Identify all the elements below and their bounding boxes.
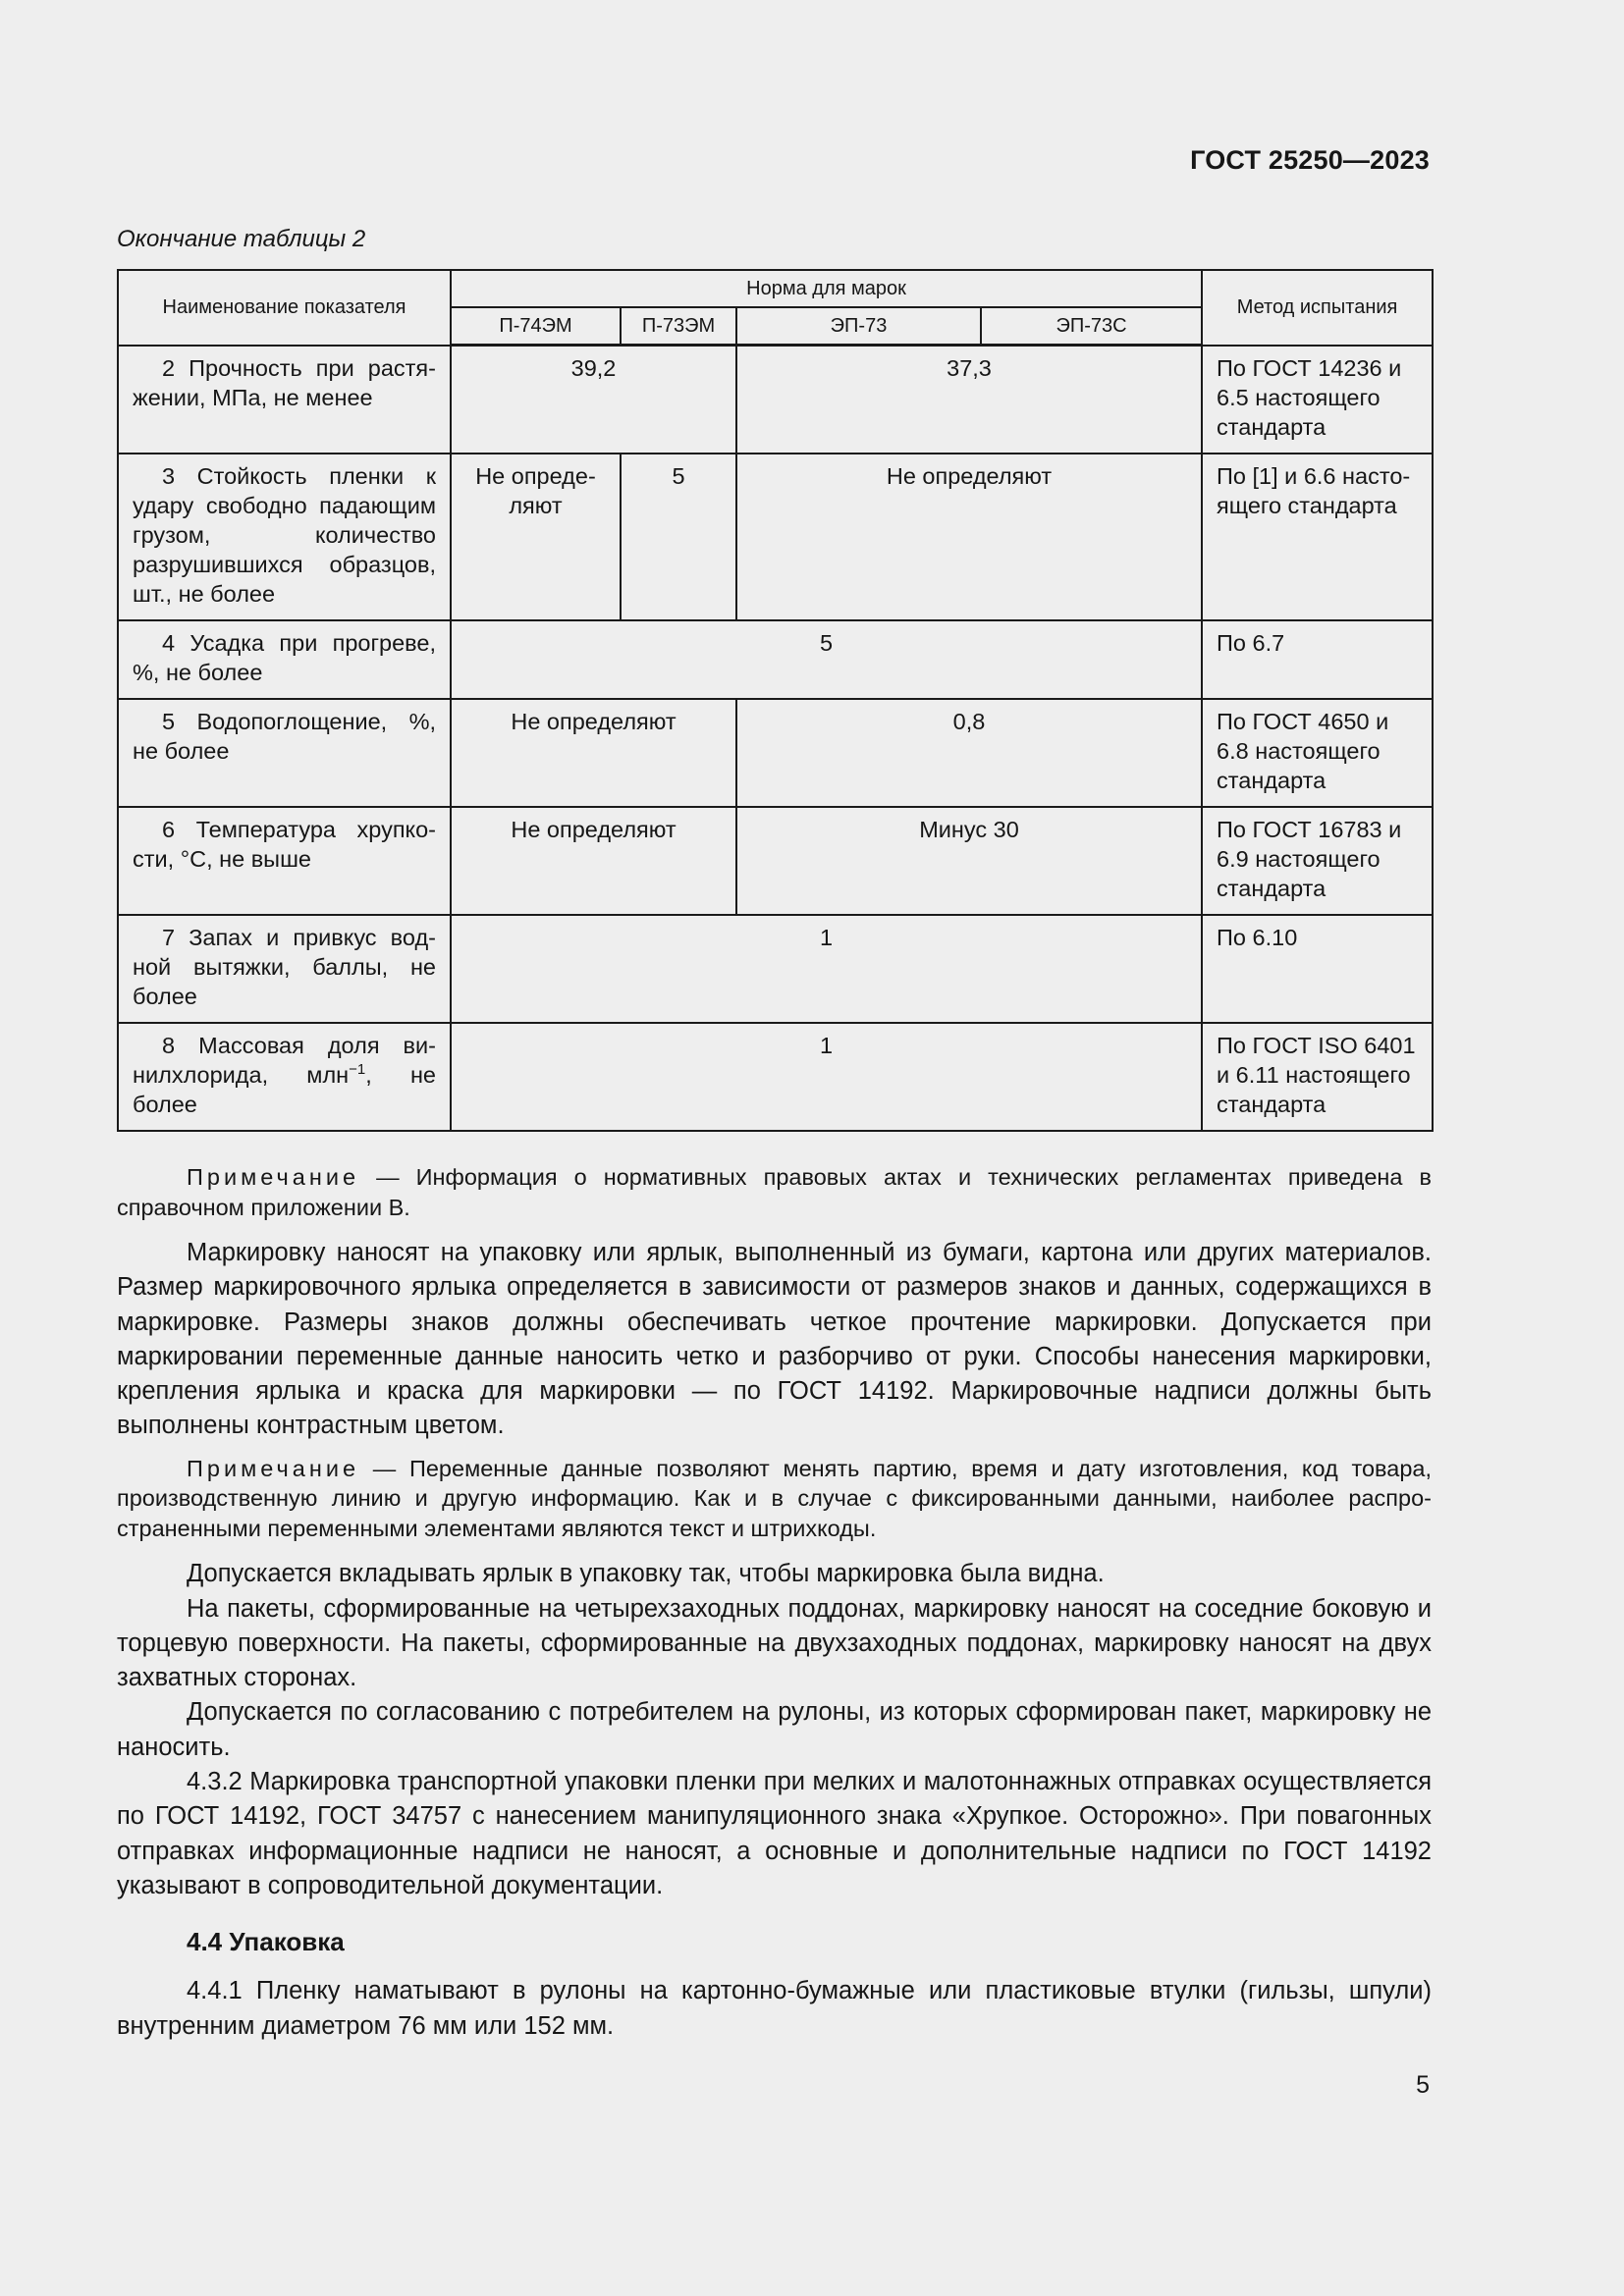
header-indicator-name: Наименование показателя	[118, 270, 451, 346]
paragraph-marking: Маркировку наносят на упаковку или ярлык, выполненный из бумаги, картона или других материалов. Размер маркировочного ярлыка определяется в зависимости от размеров знаков и данных, содержащихся в маркировке. Размеры знаков должны обеспечивать четкое прочтение маркировки. Допускается при маркировании переменные данные наносить четко и разборчиво от руки. Способы нанесения маркировки, крепления ярлыка и краска для маркировки — по ГОСТ 14192. Маркировочные надписи должны быть выполнены контрастным цветом.	[117, 1239, 1432, 1440]
row-3-name: 3 Стойкость пленки к удару свободно падающим грузом, количество разрушившихся образцов, шт., не более	[118, 454, 451, 620]
document-code: ГОСТ 25250—2023	[1190, 145, 1430, 175]
row-8-name	[118, 1023, 451, 1131]
table-caption: Окончание таблицы 2	[117, 226, 366, 252]
table-row	[118, 1023, 1433, 1131]
row-3-method: По [1] и 6.6 настоящего стандарта	[1202, 454, 1433, 620]
header-grade-ep73: ЭП-73	[736, 307, 981, 346]
row-5-value-ep-grades: 0,8	[736, 699, 1202, 807]
header-grade-ep73s: ЭП-73С	[981, 307, 1202, 346]
header-grade-p73em: П-73ЭМ	[621, 307, 736, 346]
note-2-text: — Переменные данные позволяют менять партию, время и дату изготовления, код товара, производственную линию и другую информацию. Как и в случае с фиксированными данными, наиболее распространенными переменными элементами являются текст и штрихкоды.	[117, 1455, 1432, 1541]
header-test-method: Метод испытания	[1202, 270, 1433, 346]
table-header-row	[118, 270, 1433, 307]
row-5-value-p-grades: Не определяют	[451, 699, 736, 807]
paragraph-rolls: Допускается по согласованию с потребителем на рулоны, из которых сформирован пакет, маркировку не наносить.	[117, 1698, 1432, 1761]
row-2-value-ep-grades: 37,3	[736, 346, 1202, 454]
row-3-value-p74em: Не определяют	[451, 454, 621, 620]
note-label: Примечание	[187, 1164, 360, 1190]
row-8-value-all: 1	[451, 1023, 1202, 1131]
note-1-text: — Информация о нормативных правовых актах и технических регламентах приведена в справочном приложении В.	[117, 1164, 1432, 1220]
row-7-method: По 6.10	[1202, 915, 1433, 1023]
paragraph-4-4-1: 4.4.1 Пленку наматывают в рулоны на картонно-бумажные или пластиковые втулки (гильзы, шпули) внутренним диаметром 76 мм или 152 мм.	[117, 1977, 1432, 2040]
table-row	[118, 807, 1433, 915]
body-text	[117, 1162, 1432, 2044]
row-6-value-ep-grades: Минус 30	[736, 807, 1202, 915]
table-row	[118, 454, 1433, 620]
row-8-method: По ГОСТ ISO 6401 и 6.11 настоящего стандарта	[1202, 1023, 1433, 1131]
note-2	[117, 1454, 1432, 1544]
row-8-name-text: 8 Массовая доля винилхлорида, млн	[133, 1032, 436, 1088]
paragraph-pallets: На пакеты, сформированные на четырехзаходных поддонах, маркировку наносят на соседние боковую и торцевую поверхности. На пакеты, сформированные на двухзаходных поддонах, маркировку наносят на двух захватных сторонах.	[117, 1594, 1432, 1692]
row-8-name-superscript: −1	[349, 1060, 366, 1078]
row-4-name: 4 Усадка при прогреве, %, не более	[118, 620, 451, 699]
row-6-method: По ГОСТ 16783 и 6.9 настоящего стандарта	[1202, 807, 1433, 915]
row-6-value-p-grades: Не определяют	[451, 807, 736, 915]
table-row	[118, 346, 1433, 454]
row-2-method: По ГОСТ 14236 и 6.5 настоящего стандарта	[1202, 346, 1433, 454]
header-grade-p74em: П-74ЭМ	[451, 307, 621, 346]
properties-table	[117, 269, 1434, 1132]
row-2-name: 2 Прочность при растяжении, МПа, не менее	[118, 346, 451, 454]
row-5-name: 5 Водопоглощение, %, не более	[118, 699, 451, 807]
row-7-value-all: 1	[451, 915, 1202, 1023]
header-norm-group: Норма для марок	[451, 270, 1202, 307]
page-number: 5	[1416, 2071, 1430, 2099]
table-row	[118, 699, 1433, 807]
row-3-value-p73em: 5	[621, 454, 736, 620]
table-row	[118, 620, 1433, 699]
row-5-method: По ГОСТ 4650 и 6.8 настоящего стандарта	[1202, 699, 1433, 807]
row-2-value-p-grades: 39,2	[451, 346, 736, 454]
note-1	[117, 1162, 1432, 1222]
row-6-name: 6 Температура хрупкости, °С, не выше	[118, 807, 451, 915]
row-8-name-tail: , не более	[133, 1061, 436, 1117]
row-3-value-ep-grades: Не определяют	[736, 454, 1202, 620]
paragraph-label-insert: Допускается вкладывать ярлык в упаковку так, чтобы маркировка была видна.	[187, 1560, 1105, 1588]
row-7-name: 7 Запах и привкус водной вытяжки, баллы, не более	[118, 915, 451, 1023]
note-label: Примечание	[187, 1455, 360, 1481]
section-heading-4-4: 4.4 Упаковка	[187, 1927, 345, 1957]
row-4-value-all: 5	[451, 620, 1202, 699]
row-4-method: По 6.7	[1202, 620, 1433, 699]
table-row	[118, 915, 1433, 1023]
paragraph-4-3-2: 4.3.2 Маркировка транспортной упаковки пленки при мелких и малотоннажных отправках осуществляется по ГОСТ 14192, ГОСТ 34757 с нанесением манипуляционного знака «Хрупкое. Осторожно». При повагонных отправках информационные надписи не наносят, а основные и дополнительные надписи по ГОСТ 14192 указывают в сопроводительной документации.	[117, 1768, 1432, 1899]
